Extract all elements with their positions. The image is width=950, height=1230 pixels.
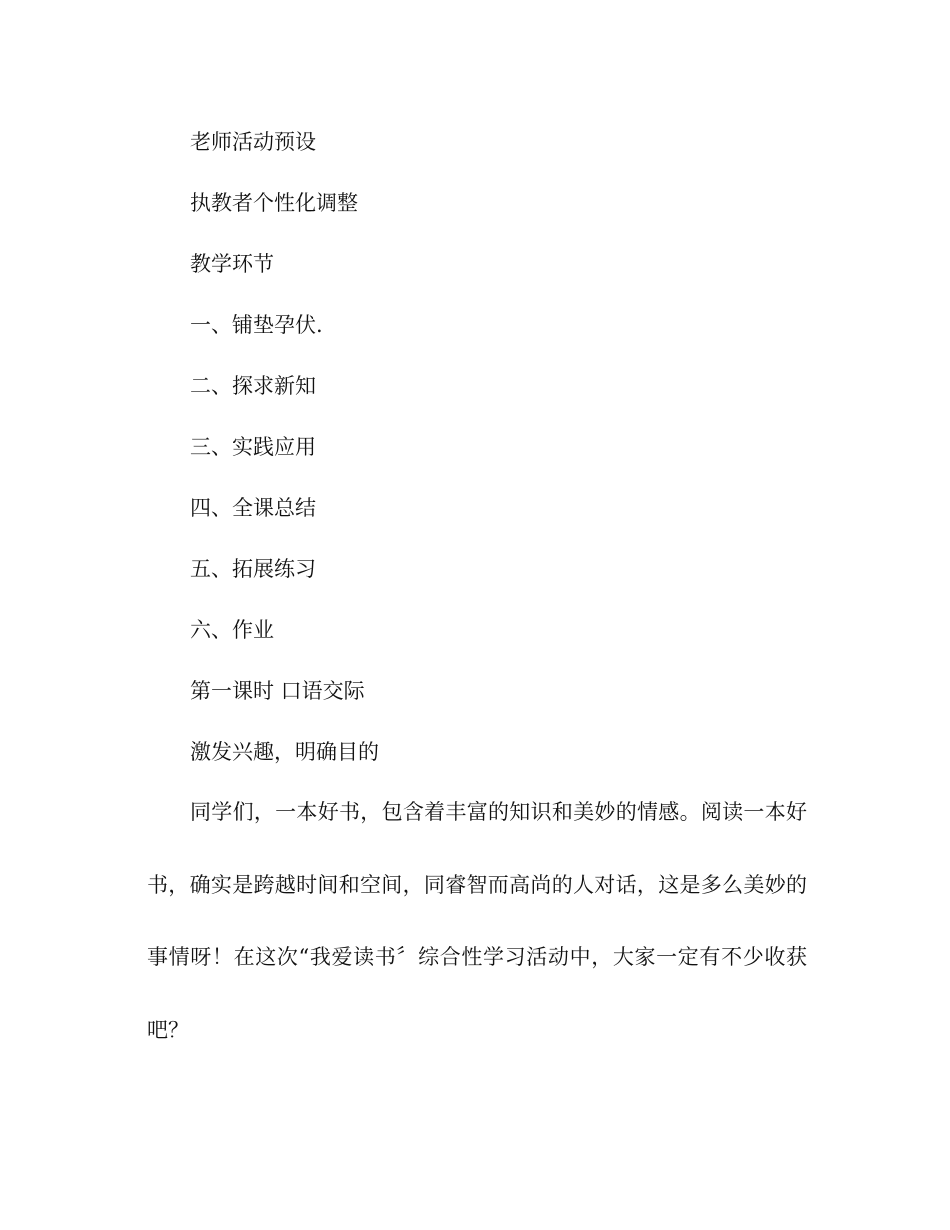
body-paragraph: 同学们，一本好书，包含着丰富的知识和美妙的情感。阅读一本好书，确实是跨越时间和空间，同睿智而高尚的人对话，这是多么美妙的事情呀！在这次“我爱读书〞综合性学习活动中，大家一定有不少收获吧？ <box>147 800 807 1042</box>
heading-teacher-activity: 老师活动预设 <box>190 130 316 154</box>
step-4: 四、全课总结 <box>190 496 316 520</box>
step-5: 五、拓展练习 <box>190 557 316 581</box>
heading-personal-adjustment: 执教者个性化调整 <box>190 191 358 215</box>
step-6: 六、作业 <box>190 618 274 642</box>
step-3: 三、实践应用 <box>190 435 316 459</box>
step-2: 二、探求新知 <box>190 374 316 398</box>
lesson-title: 第一课时 口语交际 <box>190 679 365 703</box>
lesson-goal: 激发兴趣，明确目的 <box>190 740 379 764</box>
step-1: 一、铺垫孕伏. <box>190 313 323 337</box>
heading-teaching-steps: 教学环节 <box>190 252 274 276</box>
